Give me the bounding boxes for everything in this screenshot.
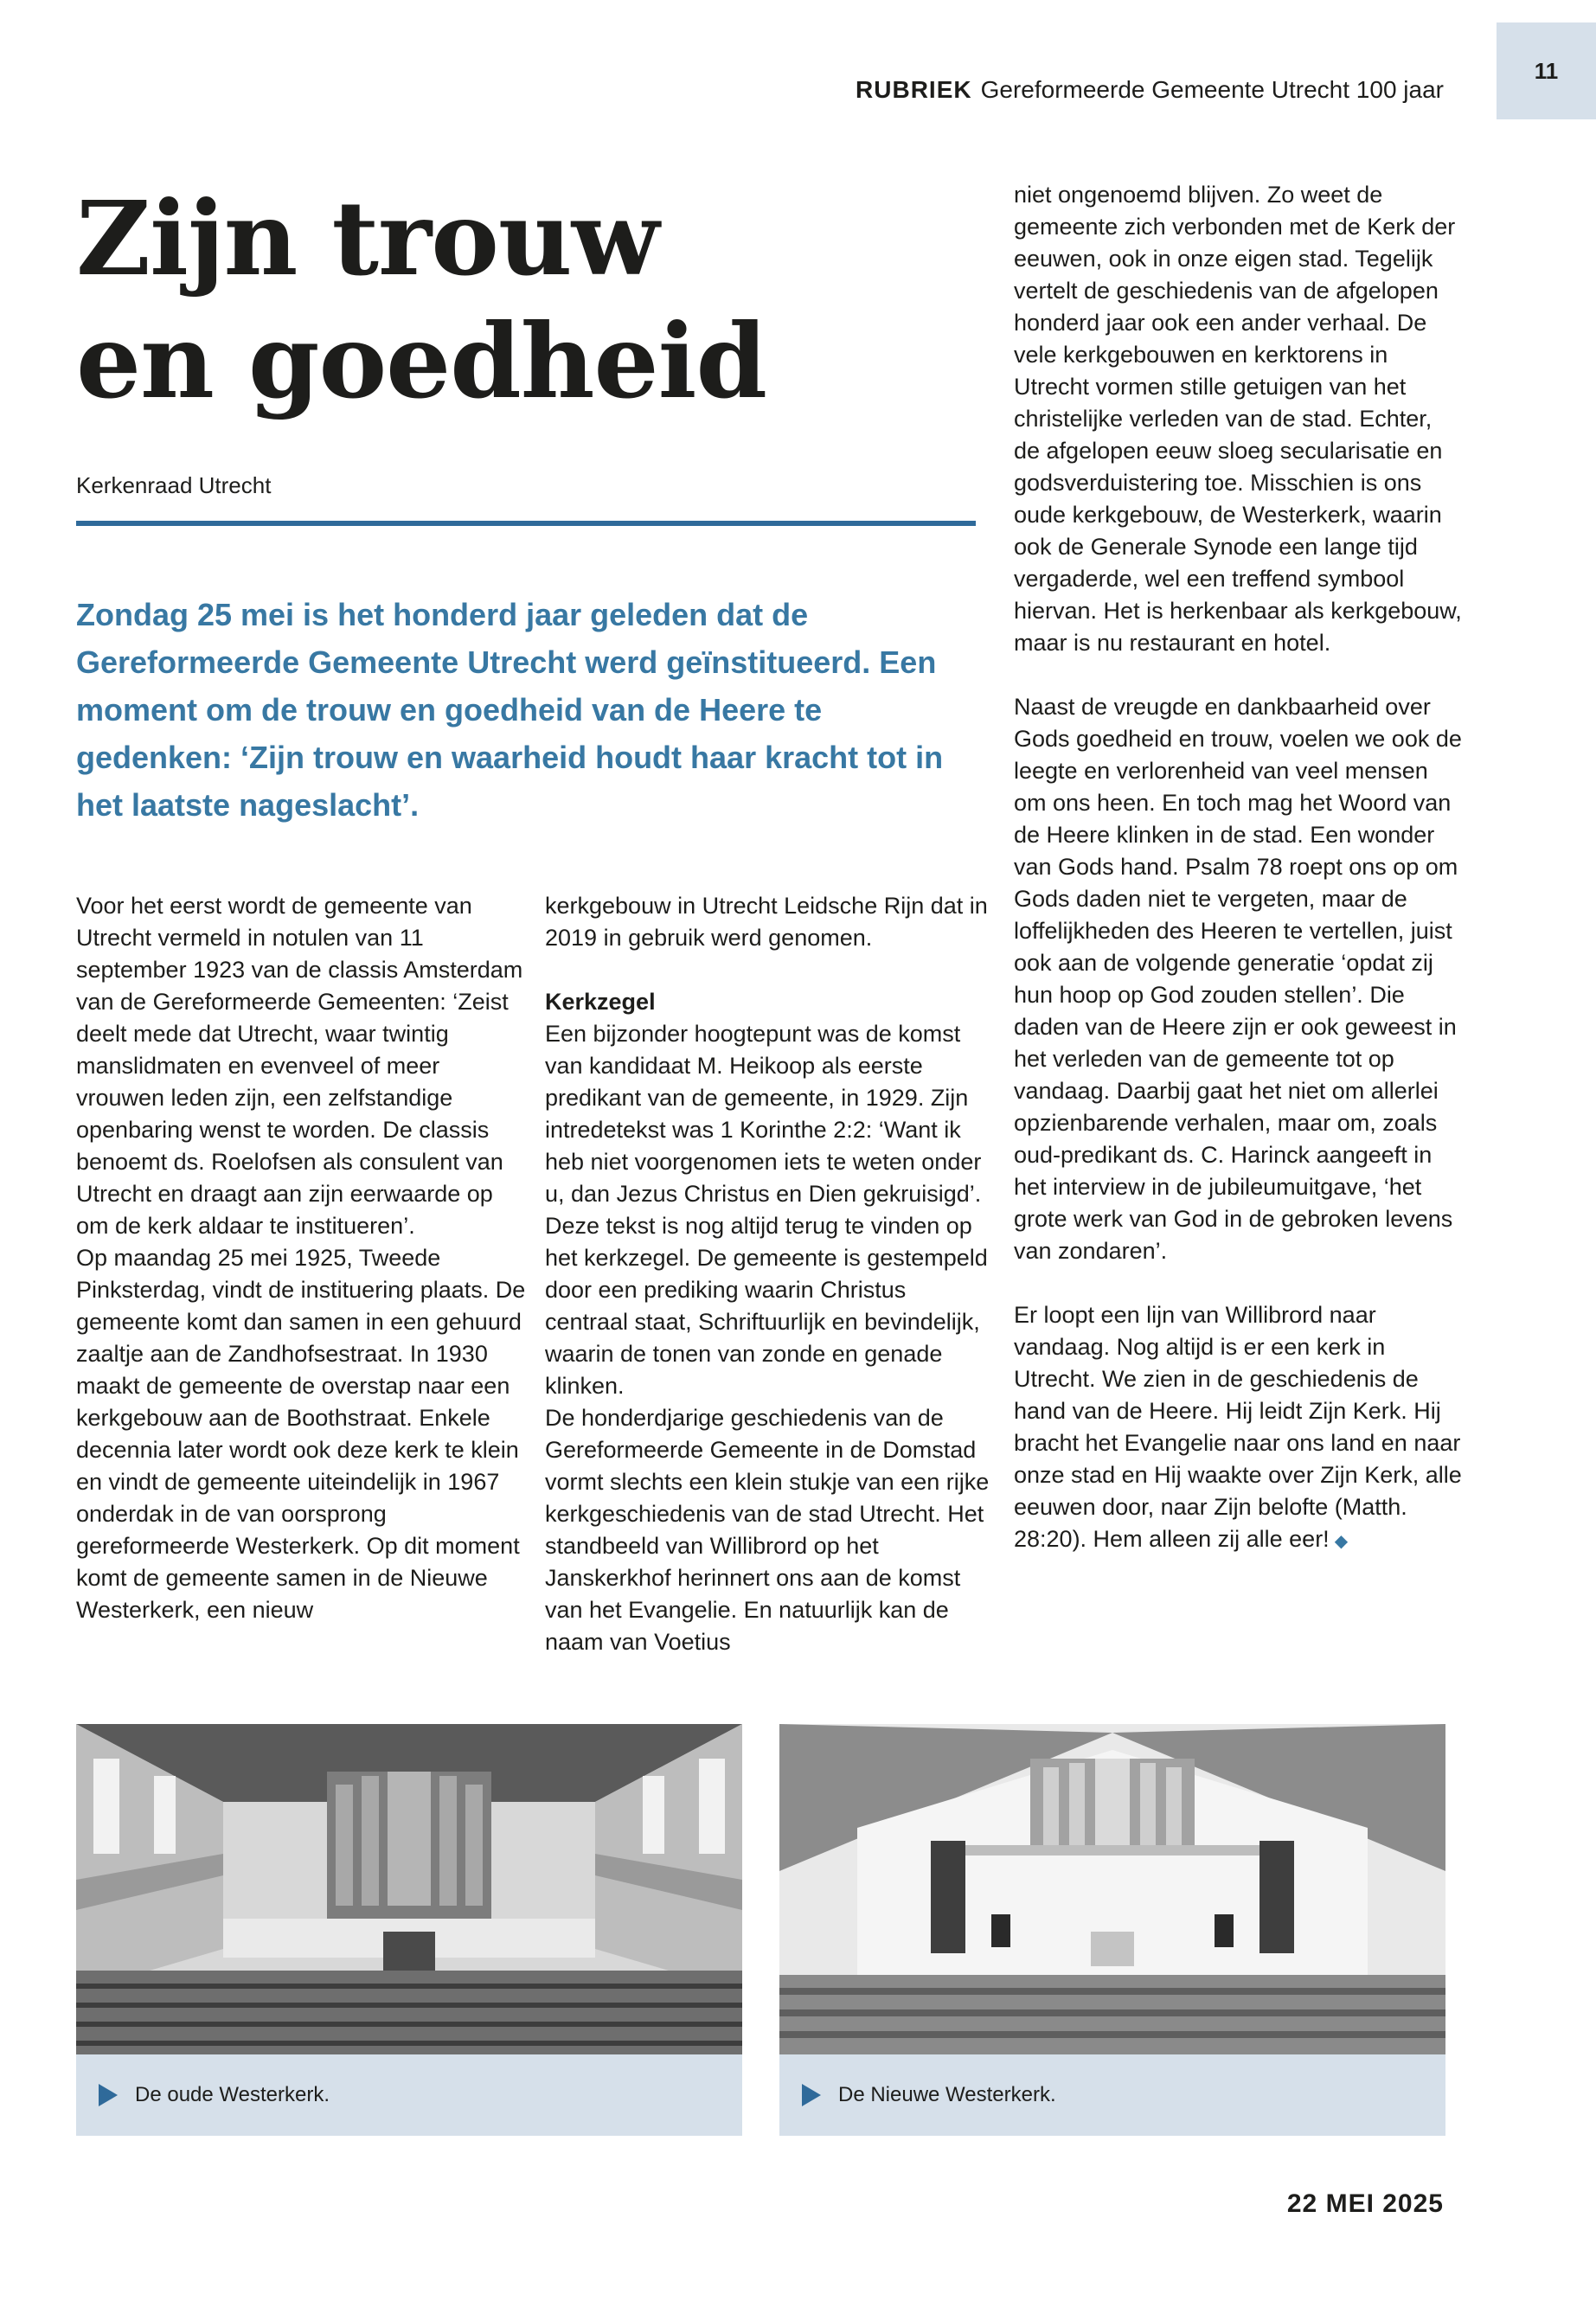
end-diamond-icon: ◆: [1334, 1532, 1349, 1551]
paragraph: [1014, 1299, 1464, 1558]
text-column-1: [76, 890, 526, 1626]
photo-caption-2: [779, 2054, 1445, 2136]
text-column-3: [1014, 179, 1464, 1558]
lead-paragraph: Zondag 25 mei is het honderd jaar geleden dat de Gereformeerde Gemeente Utrecht werd geïnstitueerd. Een moment om de trouw en goedheid van de Heere te gedenken: ‘Zijn trouw en waarheid houdt haar kracht tot in het laatste nageslacht’.: [76, 597, 944, 823]
church-interior-image: [779, 1724, 1445, 2054]
running-header: [856, 76, 1444, 104]
caption-arrow-icon: [802, 2084, 821, 2106]
title-rule: [76, 521, 976, 526]
article-title: Zijn trouw en goedheid: [76, 178, 766, 421]
text-column-2: [545, 890, 995, 1658]
page-number: 11: [1497, 22, 1596, 119]
paragraph: Voor het eerst wordt de gemeente van Utrecht vermeld in notulen van 11 september 1923 van de classis Amsterdam van de Gereformeerde Gemeenten: ‘Zeist deelt mede dat Utrecht, waar twintig manslidmaten en evenveel of meer vrouwen leden zijn, een zelfstandige openbaring wenst te worden. De classis benoemt ds. Roelofsen als consulent van Utrecht en draagt aan zijn eerwaarde op om de kerk aldaar te institueren’.: [76, 893, 523, 1239]
paragraph: niet ongenoemd blijven. Zo weet de gemeente zich verbonden met de Kerk der eeuwen, ook in onze eigen stad. Tegelijk vertelt de geschiedenis van de afgelopen honderd jaar ook een ander verhaal. De vele kerkgebouwen en kerktorens in Utrecht vormen stille getuigen van het christelijke verleden van de stad. Echter, de afgelopen eeuw sloeg secularisatie en godsverduistering toe. Misschien is ons oude kerkgebouw, de Westerkerk, waarin ook de Generale Synode een lange tijd vergaderde, wel een treffend symbool hiervan. Het is herkenbaar als kerkgebouw, maar is nu restaurant en hotel.: [1014, 182, 1462, 656]
church-interior-image: [76, 1724, 742, 2054]
closing-text: Er loopt een lijn van Willibrord naar vandaag. Nog altijd is er een kerk in Utrecht. We zien in de geschiedenis de hand van de Heere. Hij leidt Zijn Kerk. Hij bracht het Evangelie naar ons land en naar onze stad en Hij waakte over Zijn Kerk, alle eeuwen door, naar Zijn belofte (Matth. 28:20). Hem alleen zij alle eer!: [1014, 1302, 1462, 1552]
paragraph: kerkgebouw in Utrecht Leidsche Rijn dat in 2019 in gebruik werd genomen.: [545, 893, 988, 951]
caption-text: De oude Westerkerk.: [135, 2083, 330, 2106]
section-title: Gereformeerde Gemeente Utrecht 100 jaar: [980, 76, 1444, 103]
byline: Kerkenraad Utrecht: [76, 472, 272, 498]
photo-nieuwe-westerkerk: [779, 1724, 1445, 2054]
paragraph: Een bijzonder hoogtepunt was de komst van kandidaat M. Heikoop als eerste predikant van de gemeente, in 1929. Zijn intredetekst was 1 Korinthe 2:2: ‘Want ik heb niet voorgenomen iets te weten onder u, dan Jezus Christus en Dien gekruisigd’. Deze tekst is nog altijd terug te vinden op het kerkzegel. De gemeente is gestempeld door een prediking waarin Christus centraal staat, Schriftuurlijk en bevindelijk, waarin de tonen van zonde en genade klinken.: [545, 1021, 988, 1399]
photo-oude-westerkerk: [76, 1724, 742, 2054]
paragraph: Naast de vreugde en dankbaarheid over Gods goedheid en trouw, voelen we ook de leegte en verlorenheid van veel mensen om ons heen. En toch mag het Woord van de Heere klinken in de stad. Een wonder van Gods hand. Psalm 78 roept ons op om Gods daden niet te vergeten, maar de loffelijkheden des Heeren te vertellen, juist ook aan de volgende generatie ‘opdat zij hun hoop op God zouden stellen’. Die daden van de Heere zijn er ook geweest in het verleden van de gemeente tot op vandaag. Daarbij gaat het niet om allerlei opzienbarende verhalen, maar om, zoals oud-predikant ds. C. Harinck aangeeft in het interview in de jubileumuitgave, ‘het grote werk van God in de gebroken levens van zondaren’.: [1014, 694, 1462, 1264]
section-label: RUBRIEK: [856, 76, 972, 103]
issue-date: 22 MEI 2025: [1286, 2189, 1444, 2218]
subheading: Kerkzegel: [545, 989, 656, 1015]
paragraph: Op maandag 25 mei 1925, Tweede Pinksterdag, vindt de instituering plaats. De gemeente komt dan samen in een gehuurd zaaltje aan de Zandhofsestraat. In 1930 maakt de gemeente de overstap naar een kerkgebouw aan de Boothstraat. Enkele decennia later wordt ook deze kerk te klein en vindt de gemeente uiteindelijk in 1967 onderdak in de van oorsprong gereformeerde Westerkerk. Op dit moment komt de gemeente samen in de Nieuwe Westerkerk, een nieuw: [76, 1245, 526, 1623]
caption-text: De Nieuwe Westerkerk.: [838, 2083, 1056, 2106]
caption-arrow-icon: [99, 2084, 118, 2106]
paragraph: De honderdjarige geschiedenis van de Gereformeerde Gemeente in de Domstad vormt slechts een klein stukje van een rijke kerkgeschiedenis van de stad Utrecht. Het standbeeld van Willibrord op het Janskerkhof herinnert ons aan de komst van het Evangelie. En natuurlijk kan de naam van Voetius: [545, 1405, 990, 1655]
photo-caption-1: [76, 2054, 742, 2136]
